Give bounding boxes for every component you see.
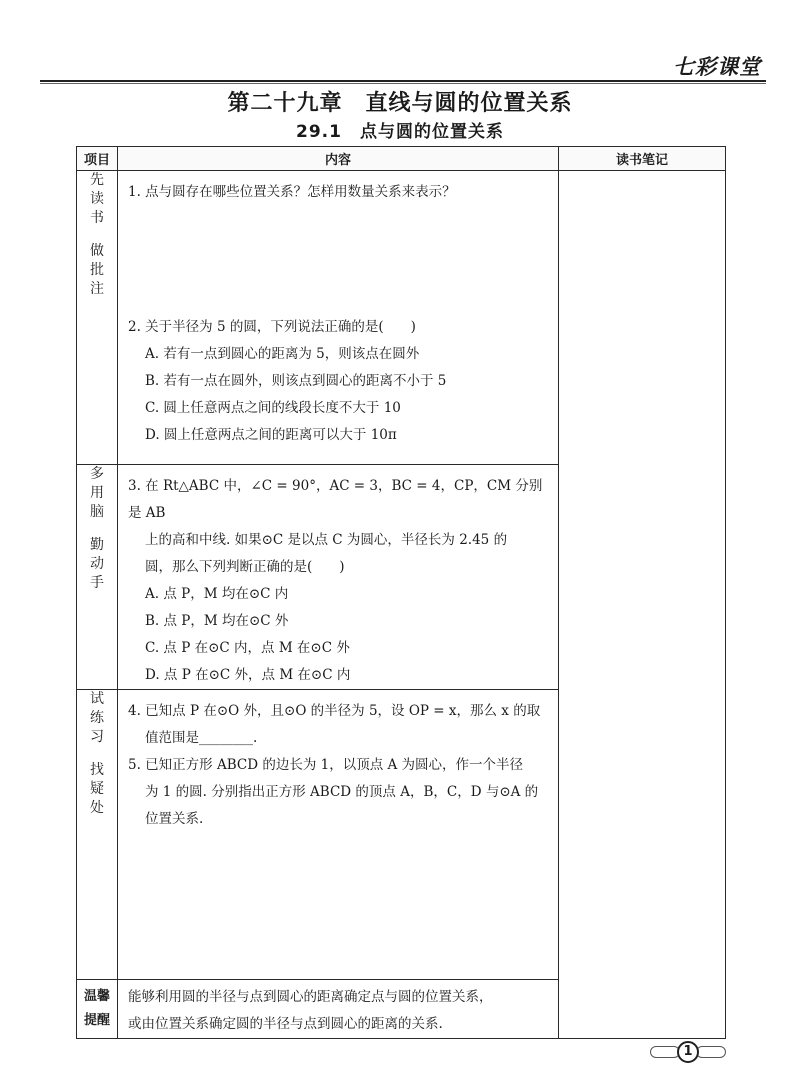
page-ornament-right	[696, 1046, 726, 1058]
option-3d: D. 点 P 在⊙C 外，点 M 在⊙C 内	[145, 667, 351, 683]
header-content: 内容	[118, 147, 559, 171]
section-label-think: 多 用 脑 勤 动 手	[77, 465, 118, 690]
header-rule	[40, 80, 766, 82]
question-1: 1. 点与圆存在哪些位置关系？怎样用数量关系来表示？	[128, 184, 456, 200]
tip-line-2: 或由位置关系确定圆的半径与点到圆心的距离的关系.	[128, 1016, 443, 1032]
question-3-line-3: 圆，那么下列判断正确的是( )	[145, 559, 345, 575]
header-item: 项目	[77, 147, 118, 171]
question-2: 2. 关于半径为 5 的圆，下列说法正确的是( )	[128, 319, 416, 335]
section-label-preread: 先 读 书 做 批 注	[77, 171, 118, 465]
answer-space-1[interactable]	[128, 206, 550, 314]
brand-text: 七彩课堂	[673, 55, 761, 79]
section-row-preread	[77, 171, 726, 465]
page-ornament-left	[650, 1046, 680, 1058]
tip-line-1: 能够利用圆的半径与点到圆心的距离确定点与圆的位置关系，	[128, 989, 493, 1005]
option-3b: B. 点 P，M 均在⊙C 外	[145, 613, 289, 629]
study-table	[76, 146, 726, 1039]
tip-label: 温馨 提醒	[77, 980, 118, 1039]
question-3-line-1: 3. 在 Rt△ABC 中，∠C = 90°，AC = 3，BC = 4，CP，CM 分别是 AB	[128, 478, 543, 521]
question-5-line-2: 为 1 的圆. 分别指出正方形 ABCD 的顶点 A，B，C，D 与⊙A 的	[145, 784, 539, 800]
option-2d: D. 圆上任意两点之间的距离可以大于 10π	[145, 427, 397, 443]
header-rule-thin	[40, 83, 766, 84]
chapter-title: 第二十九章 直线与圆的位置关系	[227, 91, 573, 116]
section-title: 29.1 点与圆的位置关系	[296, 122, 504, 142]
reading-notes-column[interactable]	[559, 171, 726, 1039]
section-content-preread	[118, 171, 559, 465]
option-2a: A. 若有一点到圆心的距离为 5，则该点在圆外	[145, 346, 420, 362]
table-header-row	[77, 147, 726, 171]
option-3a: A. 点 P，M 均在⊙C 内	[145, 586, 289, 602]
question-4-line-2: 值范围是________.	[145, 730, 258, 746]
section-label-practice: 试 练 习 找 疑 处	[77, 690, 118, 980]
question-4-line-1: 4. 已知点 P 在⊙O 外，且⊙O 的半径为 5，设 OP = x，那么 x 的取	[128, 703, 541, 719]
brand-logo	[645, 50, 763, 84]
option-2b: B. 若有一点在圆外，则该点到圆心的距离不小于 5	[145, 373, 447, 389]
page-number: 1	[677, 1041, 699, 1063]
question-3-line-2: 上的高和中线. 如果⊙C 是以点 C 为圆心，半径长为 2.45 的	[145, 532, 508, 548]
section-content-practice	[118, 690, 559, 980]
page-number-badge	[648, 1040, 728, 1064]
question-5-line-3: 位置关系.	[145, 811, 204, 827]
option-3c: C. 点 P 在⊙C 内，点 M 在⊙C 外	[145, 640, 350, 656]
question-5-line-1: 5. 已知正方形 ABCD 的边长为 1，以顶点 A 为圆心，作一个半径	[128, 757, 524, 773]
option-2c: C. 圆上任意两点之间的线段长度不大于 10	[145, 400, 401, 416]
tip-content	[118, 980, 559, 1039]
section-content-think	[118, 465, 559, 690]
header-notes: 读书笔记	[559, 147, 726, 171]
